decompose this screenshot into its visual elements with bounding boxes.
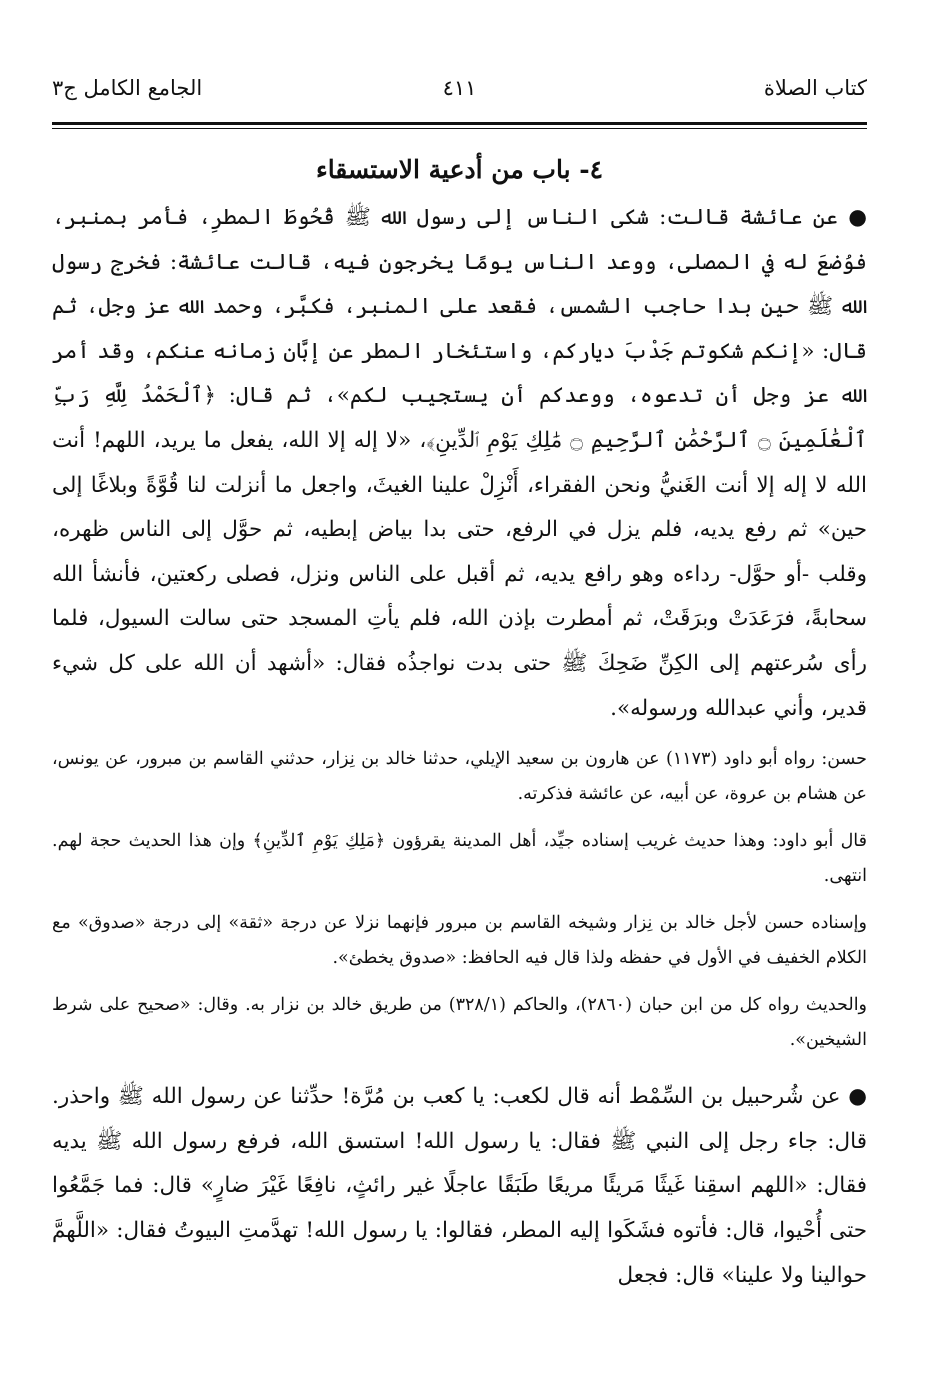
- hadith-text: ● عن عائشة قالت: شكى الناس إلى رسول الله ﷺ قُحُوطَ المطرِ، فأمر بمنبر، فوُضعَ له في المصلى، ووعد الناس يومًا يخرجون فيه، قالت عائشة: فخرج رسول الله ﷺ حين بدا حاجب الشمس، فقعد على المنبر، فكبَّر، وحمد الله عز وجل، ثم قال: «إنكم شكوتم جَدْبَ دياركم، واستئخار المطر عن إبَّان زمانه عنكم، وقد أمر الله عز وجل أن تدعوه، ووعدكم أن يستجيب لكم»، ثم قال: ﴿ٱلْحَمْدُ لِلَّهِ رَبِّ ٱلْعَٰلَمِينَ ۝ ٱلرَّحْمَٰنِ ٱلرَّحِيمِ ۝ مَٰلِكِ يَوْمِ ٱلدِّينِ﴾، «لا إله إلا الله، يفعل ما يريد، اللهم! أنت الله لا إله إلا أنت الغَنيُّ ونحن الفقراء، أَنْزِلْ علينا الغيثَ، واجعل ما أنزلت لنا قُوَّةً وبلاغًا إلى حين» ثم رفع يديه، فلم يزل في الرفع، حتى بدا بياض إبطيه، ثم حوَّل إلى الناس ظهره، وقلب -أو حوَّل- رداءه وهو رافع يديه، ثم أقبل على الناس ونزل، فصلى ركعتين، فأنشأ الله سحابةً، فرَعَدَتْ وبرَقَتْ، ثم أمطرت بإذن الله، فلم يأتِ المسجد حتى سالت السيول، فلما رأى سُرعتهم إلى الكِنِّ ضَحِكَ ﷺ حتى بدت نواجذُه فقال: «أشهد أن الله على كل شيء قدير، وأني عبدالله ورسوله».: [52, 205, 867, 721]
- hadith-block: [52, 1075, 867, 1298]
- book-volume-title: الجامع الكامل ج٣: [52, 76, 203, 100]
- page-header: [52, 70, 867, 104]
- header-rule-thick: [52, 122, 867, 125]
- commentary-note: قال أبو داود: وهذا حديث غريب إسناده جيِّد، أهل المدينة يقرؤون ﴿مَلِكِ يَوْمِ ٱلدِّينِ﴾ وإن هذا الحديث حجة لهم. انتهى.: [52, 831, 867, 886]
- page-number: ٤١١: [442, 76, 477, 100]
- header-rule-thin: [52, 128, 867, 129]
- commentary-note: وإسناده حسن لأجل خالد بن نِزار وشيخه القاسم بن مبرور فإنهما نزلا عن درجة «ثقة» إلى درجة «صدوق» مع الكلام الخفيف في الأول في حفظه ولذا قال فيه الحافظ: «صدوق يخطئ».: [52, 913, 867, 968]
- hadith-text: ● عن شُرحبيل بن السِّمْط أنه قال لكعب: يا كعب بن مُرَّة! حدِّثنا عن رسول الله ﷺ واحذر. قال: جاء رجل إلى النبي ﷺ فقال: يا رسول الله! استسق الله، فرفع رسول الله ﷺ يديه فقال: «اللهم اسقِنا غَيثًا مَريئًا مريعًا طَبَقًا عاجلًا غير رائثٍ، نافِعًا غَيْرَ ضارٍ» قال: فما جَمَّعُوا حتى أُحْيوا، قال: فأتوه فشَكَوا إليه المطر، فقالوا: يا رسول الله! تهدَّمتِ البيوتُ فقال: «اللَّهمَّ حوالينا ولا علينا» قال: فجعل: [52, 1084, 867, 1288]
- commentary-note: والحديث رواه كل من ابن حبان (٢٨٦٠)، والحاكم (٣٢٨/١) من طريق خالد بن نزار به. وقال: «صحيح على شرط الشيخين».: [52, 995, 868, 1050]
- book-section-title: كتاب الصلاة: [763, 76, 867, 100]
- hadith-block: [52, 196, 867, 731]
- commentary-note: حسن: رواه أبو داود (١١٧٣) عن هارون بن سعيد الإيلي، حدثنا خالد بن نِزار، حدثني القاسم بن مبرور، عن يونس، عن هشام بن عروة، عن أبيه، عن عائشة فذكرته.: [52, 749, 867, 804]
- chapter-title: ٤- باب من أدعية الاستسقاء: [315, 155, 604, 184]
